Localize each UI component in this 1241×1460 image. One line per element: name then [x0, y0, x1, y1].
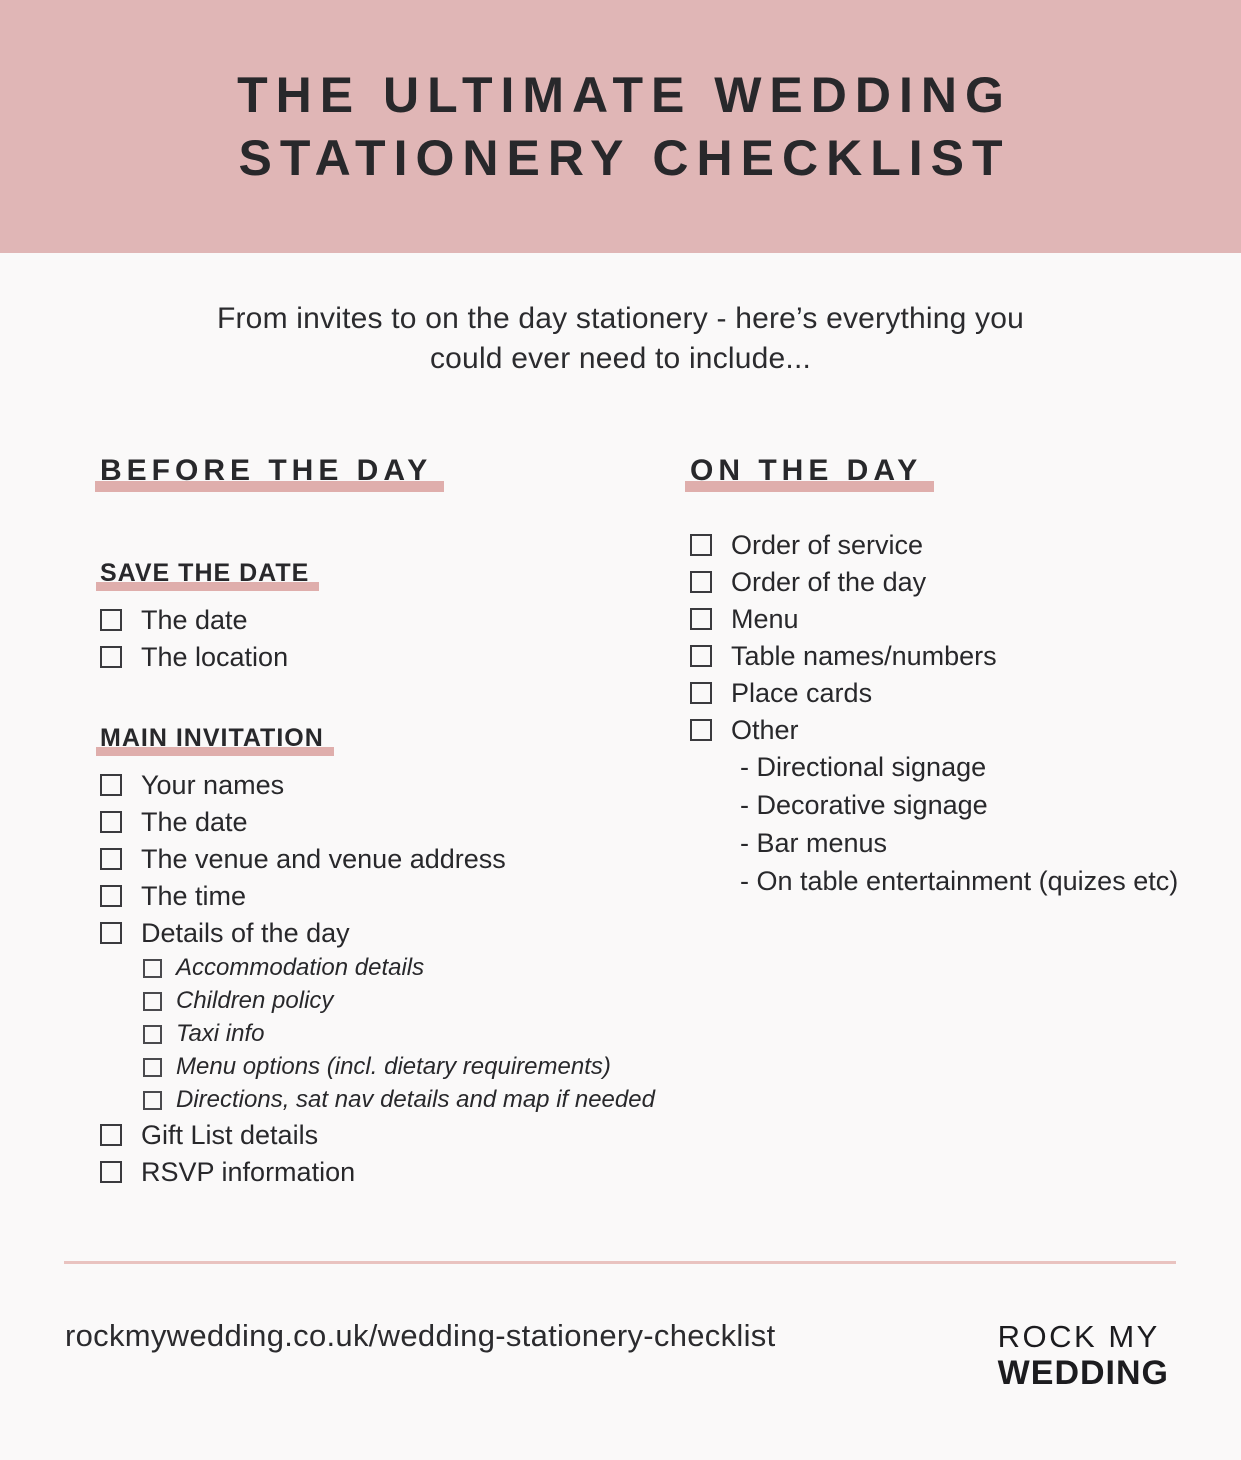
checklist-columns: [100, 454, 1241, 1194]
checklist-item-label: RSVP information: [141, 1157, 356, 1187]
checklist-item: [100, 881, 690, 911]
checklist-item-label: Order of service: [731, 530, 924, 560]
checkbox-icon[interactable]: [143, 992, 162, 1011]
rock-my-wedding-logo: [998, 1320, 1169, 1392]
checklist-sub-item-label: Directions, sat nav details and map if needed: [176, 1086, 655, 1113]
page-title-line1: THE ULTIMATE WEDDING: [237, 66, 1012, 123]
heading-save-the-date: SAVE THE DATE: [96, 559, 319, 591]
other-detail-item: - Directional signage: [740, 752, 987, 782]
checkbox-icon[interactable]: [100, 848, 122, 870]
footer-divider: [64, 1261, 1176, 1264]
checklist-sub-item: [143, 1021, 690, 1047]
checklist-item-label: The location: [141, 642, 289, 672]
intro-line2: could ever need to include...: [429, 342, 812, 375]
checkbox-icon[interactable]: [690, 608, 712, 630]
checklist-item-label: Order of the day: [731, 567, 927, 597]
logo-line2: WEDDING: [997, 1354, 1169, 1392]
checklist-item-label: Place cards: [731, 678, 873, 708]
column-before-the-day: [100, 454, 690, 1194]
checkbox-icon[interactable]: [690, 534, 712, 556]
checklist-item-label: Your names: [141, 770, 285, 800]
checklist-item-label: The venue and venue address: [141, 844, 506, 874]
intro-text: [0, 299, 1241, 379]
header-band: [0, 0, 1241, 253]
checklist-item-label: The time: [141, 881, 247, 911]
checklist-sub-item-label: Taxi info: [176, 1020, 265, 1047]
checklist-sub-item-label: Menu options (incl. dietary requirements): [176, 1053, 611, 1080]
heading-main-invitation: MAIN INVITATION: [96, 724, 334, 756]
checkbox-icon[interactable]: [100, 646, 122, 668]
checklist-item: [100, 844, 690, 874]
other-detail-item: - Bar menus: [740, 828, 888, 858]
heading-on-the-day: ON THE DAY: [685, 454, 934, 492]
checkbox-icon[interactable]: [143, 1058, 162, 1077]
other-detail-item: - Decorative signage: [740, 790, 988, 820]
checklist-item: [690, 567, 1230, 597]
checklist-item: [100, 807, 690, 837]
checklist-item: [100, 1120, 690, 1150]
checkbox-icon[interactable]: [100, 811, 122, 833]
checklist-item-label: The date: [141, 807, 248, 837]
checkbox-icon[interactable]: [143, 1091, 162, 1110]
checkbox-icon[interactable]: [690, 571, 712, 593]
column-on-the-day: [690, 454, 1230, 1194]
checklist-item: [100, 770, 690, 800]
page-title-line2: STATIONERY CHECKLIST: [238, 129, 1011, 186]
heading-before-the-day: BEFORE THE DAY: [95, 454, 444, 492]
checklist-item: [690, 530, 1230, 560]
checklist-sub-item-label: Accommodation details: [176, 954, 425, 981]
page-title: [229, 64, 1012, 190]
checklist-item: [100, 918, 690, 948]
checklist-item-label: The date: [141, 605, 248, 635]
checklist-sub-item: [143, 1054, 690, 1080]
checklist-item: [690, 641, 1230, 671]
intro-line1: From invites to on the day stationery - here’s everything you: [216, 302, 1025, 335]
checklist-sub-item: [143, 1087, 690, 1113]
checklist-item: [100, 605, 690, 635]
checkbox-icon[interactable]: [690, 682, 712, 704]
checklist-item: [100, 642, 690, 672]
checkbox-icon[interactable]: [690, 645, 712, 667]
checkbox-icon[interactable]: [100, 922, 122, 944]
logo-line1: ROCK MY: [997, 1319, 1160, 1354]
checklist-item: [100, 1157, 690, 1187]
checkbox-icon[interactable]: [143, 1025, 162, 1044]
checklist-item-label: Gift List details: [141, 1120, 319, 1150]
checkbox-icon[interactable]: [100, 609, 122, 631]
other-detail-item: - On table entertainment (quizes etc): [740, 866, 1179, 896]
checklist-item-label: Details of the day: [141, 918, 350, 948]
checklist-item-label: Table names/numbers: [731, 641, 997, 671]
checklist-sub-item: [143, 955, 690, 981]
checklist-sub-item: [143, 988, 690, 1014]
checklist-item: [690, 678, 1230, 708]
checkbox-icon[interactable]: [100, 885, 122, 907]
checkbox-icon[interactable]: [100, 1161, 122, 1183]
checkbox-icon[interactable]: [100, 774, 122, 796]
checklist-item: [690, 604, 1230, 634]
checklist-item: [690, 715, 1230, 745]
checklist-item-label: Menu: [731, 604, 799, 634]
checkbox-icon[interactable]: [690, 719, 712, 741]
footer-url: rockmywedding.co.uk/wedding-stationery-checklist: [65, 1318, 776, 1353]
checklist-sub-item-label: Children policy: [176, 987, 334, 1014]
checkbox-icon[interactable]: [100, 1124, 122, 1146]
checkbox-icon[interactable]: [143, 959, 162, 978]
checklist-item-label: Other: [731, 715, 799, 745]
